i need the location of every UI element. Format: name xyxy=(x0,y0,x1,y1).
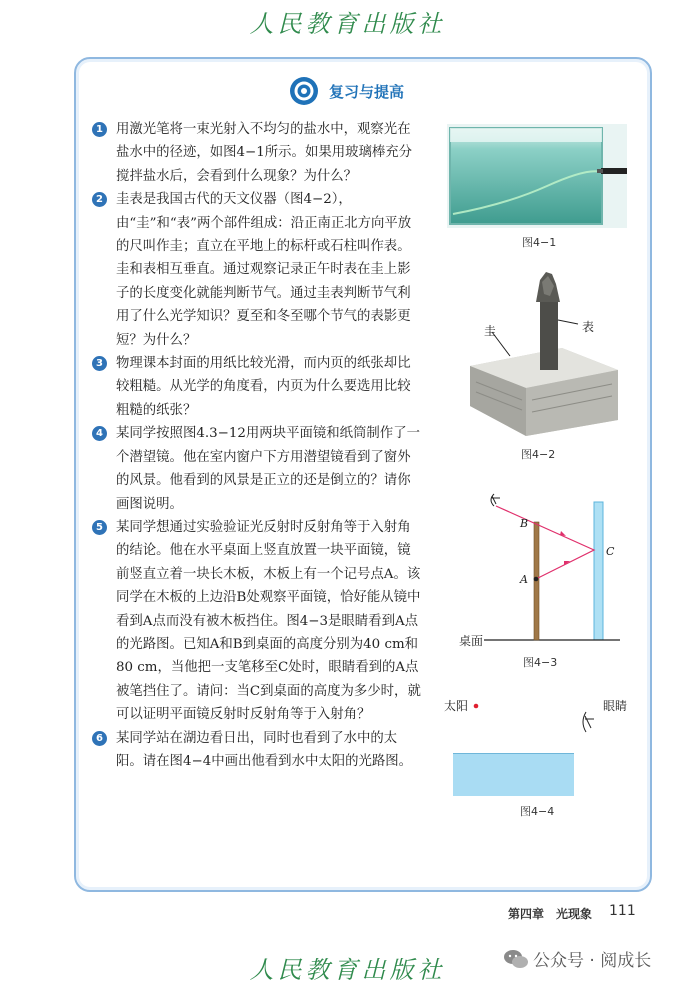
question-list xyxy=(92,118,422,773)
question-number: 4 xyxy=(92,426,107,441)
point-b-label: B xyxy=(520,517,529,530)
question-text: 某同学想通过实验验证光反射时反射角等于入射角的结论。他在水平桌面上竖直放置一块平面镜，镜前竖直立着一块长木板，木板上有一个记号点A。该同学在木板的上边沿B处观察平面镜，恰好能从镜中看到A点而没有被木板挡住。图4−3是眼睛看到A点的光路图。已知A和B到桌面的高度分别为40 cm和80 cm，当他把一支笔移至C处时，眼睛看到的A点被笔挡住了。请问：当C到桌面的高度为多少时，就可以证明平面镜反射时反射角等于入射角？ xyxy=(116,519,421,723)
sun-dot xyxy=(472,702,480,710)
figure-caption: 图4−4 xyxy=(520,805,555,818)
label-table: 桌面 xyxy=(459,634,484,648)
lake-water xyxy=(453,753,574,796)
publisher-header: 人民教育出版社 xyxy=(249,10,446,38)
section-header xyxy=(289,75,404,107)
question-text: 某同学按照图4.3−12用两块平面镜和纸筒制作了一个潜望镜。他在室内窗户下方用潜望镜看到了窗外的风景。他看到的风景是正立的还是倒立的？请你画图说明。 xyxy=(116,426,420,512)
publisher-footer: 人民教育出版社 xyxy=(249,956,446,984)
question-text: 圭表是我国古代的天文仪器（图4−2），由“圭”和“表”两个部件组成：沿正南正北方向平放的尺叫作圭；直立在平地上的标杆或石柱叫作表。圭和表相互垂直。通过观察记录正午时表在圭上影子的长度变化就能判断节气。通过圭表判断节气利用了什么光学知识？夏至和冬至哪个节气的表影更短？为什么？ xyxy=(116,192,412,348)
figure-caption: 图4−3 xyxy=(523,656,558,669)
question-text: 用激光笔将一束光射入不均匀的盐水中，观察光在盐水中的径迹，如图4−1所示。如果用玻璃棒充分搅拌盐水后，会看到什么现象？为什么？ xyxy=(116,122,413,184)
figure-caption: 图4−1 xyxy=(522,236,557,249)
page-number: 111 xyxy=(609,903,636,919)
label-biao: 表 xyxy=(582,320,595,334)
question-item xyxy=(92,422,422,516)
section-title: 复习与提高 xyxy=(329,82,405,101)
question-number: 1 xyxy=(92,122,107,137)
target-icon xyxy=(289,76,319,106)
figure-4-2-gnomon-photo xyxy=(462,270,622,436)
figure-caption: 图4−2 xyxy=(521,448,556,461)
label-gui: 圭 xyxy=(484,324,497,338)
figure-4-1-tank-photo xyxy=(447,124,627,228)
wechat-icon xyxy=(503,948,529,970)
watermark xyxy=(503,946,651,971)
watermark-text: 公众号 · 阅成长 xyxy=(533,951,652,971)
point-c-label: C xyxy=(606,545,615,558)
question-number: 5 xyxy=(92,520,107,535)
label-sun: 太阳 xyxy=(444,699,469,713)
question-item xyxy=(92,516,422,727)
eye-icon xyxy=(580,710,598,734)
chapter-label: 第四章 光现象 xyxy=(508,907,593,921)
point-a-label: A xyxy=(520,573,528,586)
question-item xyxy=(92,727,422,774)
question-number: 6 xyxy=(92,731,107,746)
label-eye: 眼睛 xyxy=(603,699,628,713)
question-number: 3 xyxy=(92,356,107,371)
question-item xyxy=(92,118,422,188)
question-item xyxy=(92,188,422,352)
question-item xyxy=(92,352,422,422)
figure-4-3-mirror-diagram xyxy=(460,488,630,648)
question-text: 物理课本封面的用纸比较光滑，而内页的纸张却比较粗糙。从光学的角度看，内页为什么要选用比较粗糙的纸张？ xyxy=(116,356,411,418)
question-text: 某同学站在湖边看日出，同时也看到了水中的太阳。请在图4−4中画出他看到水中太阳的光路图。 xyxy=(116,730,413,769)
question-number: 2 xyxy=(92,192,107,207)
